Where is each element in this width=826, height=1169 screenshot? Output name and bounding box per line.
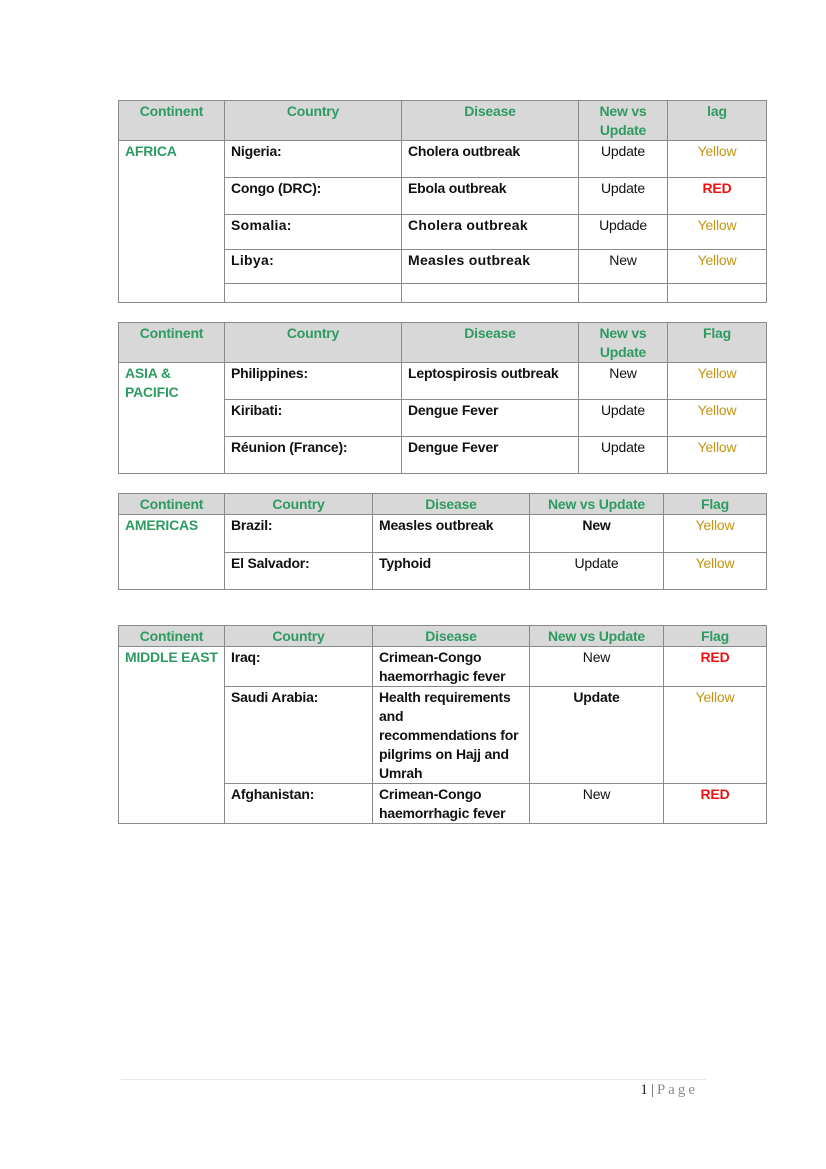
americas-table [118,493,767,590]
header-disease: Disease [402,101,579,141]
status-cell: New [530,647,664,687]
country-cell: Iraq: [225,647,373,687]
disease-cell: Cholera outbreak [402,141,579,178]
flag-cell: Yellow [668,437,767,474]
header-country: Country [225,626,373,647]
header-disease: Disease [373,626,530,647]
table-header-row [119,494,767,515]
country-cell: Somalia: [225,215,402,250]
page-footer [640,1082,698,1099]
country-cell: Réunion (France): [225,437,402,474]
country-cell: Afghanistan: [225,784,373,824]
header-flag: Flag [664,494,767,515]
country-cell: Kiribati: [225,400,402,437]
africa-table [118,100,767,303]
header-continent: Continent [119,101,225,141]
continent-cell: AMERICAS [119,515,225,590]
disease-cell: Dengue Fever [402,437,579,474]
middle-east-table [118,625,767,824]
continent-cell: ASIA & PACIFIC [119,363,225,474]
header-disease: Disease [373,494,530,515]
disease-cell: Health requirements and recommendations for pilgrims on Hajj and Umrah [373,687,530,784]
header-flag: lag [668,101,767,141]
table-row [119,647,767,687]
flag-cell [668,284,767,303]
flag-cell: Yellow [664,687,767,784]
flag-cell: RED [664,647,767,687]
header-country: Country [225,101,402,141]
header-new-vs-update: New vs Update [530,494,664,515]
header-new-vs-update: New vs Update [579,323,668,363]
flag-cell: Yellow [668,363,767,400]
header-country: Country [225,494,373,515]
disease-cell: Crimean-Congo haemorrhagic fever [373,647,530,687]
table-header-row [119,626,767,647]
table-row [119,515,767,553]
continent-cell: AFRICA [119,141,225,303]
country-cell: Brazil: [225,515,373,553]
header-new-vs-update: New vs Update [579,101,668,141]
disease-cell: Typhoid [373,553,530,590]
header-flag: Flag [664,626,767,647]
status-cell: New [579,363,668,400]
status-cell: Update [579,437,668,474]
disease-cell: Crimean-Congo haemorrhagic fever [373,784,530,824]
disease-cell [402,284,579,303]
header-disease: Disease [402,323,579,363]
flag-cell: Yellow [664,553,767,590]
disease-cell: Ebola outbreak [402,178,579,215]
status-cell: Update [579,400,668,437]
country-cell [225,284,402,303]
country-cell: El Salvador: [225,553,373,590]
status-cell [579,284,668,303]
status-cell: Updade [579,215,668,250]
disease-cell: Measles outbreak [402,250,579,284]
status-cell: New [530,515,664,553]
status-cell: Update [579,141,668,178]
status-cell: Update [579,178,668,215]
page-number: 1 [640,1082,648,1098]
flag-cell: Yellow [668,250,767,284]
flag-cell: Yellow [668,141,767,178]
flag-cell: RED [664,784,767,824]
header-new-vs-update: New vs Update [530,626,664,647]
table-row [119,141,767,178]
disease-cell: Leptospirosis outbreak [402,363,579,400]
disease-cell: Measles outbreak [373,515,530,553]
status-cell: Update [530,687,664,784]
asia-pacific-table [118,322,767,474]
header-continent: Continent [119,323,225,363]
status-cell: New [579,250,668,284]
header-country: Country [225,323,402,363]
country-cell: Libya: [225,250,402,284]
header-continent: Continent [119,494,225,515]
flag-cell: Yellow [668,215,767,250]
disease-cell: Cholera outbreak [402,215,579,250]
header-flag: Flag [668,323,767,363]
continent-cell: MIDDLE EAST [119,647,225,824]
flag-cell: RED [668,178,767,215]
page-separator: | [650,1082,654,1098]
footer-divider [121,1079,706,1080]
flag-cell: Yellow [668,400,767,437]
page-label: Page [656,1082,698,1098]
country-cell: Nigeria: [225,141,402,178]
status-cell: New [530,784,664,824]
table-header-row [119,101,767,141]
table-header-row [119,323,767,363]
status-cell: Update [530,553,664,590]
country-cell: Congo (DRC): [225,178,402,215]
disease-cell: Dengue Fever [402,400,579,437]
header-continent: Continent [119,626,225,647]
country-cell: Philippines: [225,363,402,400]
table-row [119,363,767,400]
flag-cell: Yellow [664,515,767,553]
country-cell: Saudi Arabia: [225,687,373,784]
